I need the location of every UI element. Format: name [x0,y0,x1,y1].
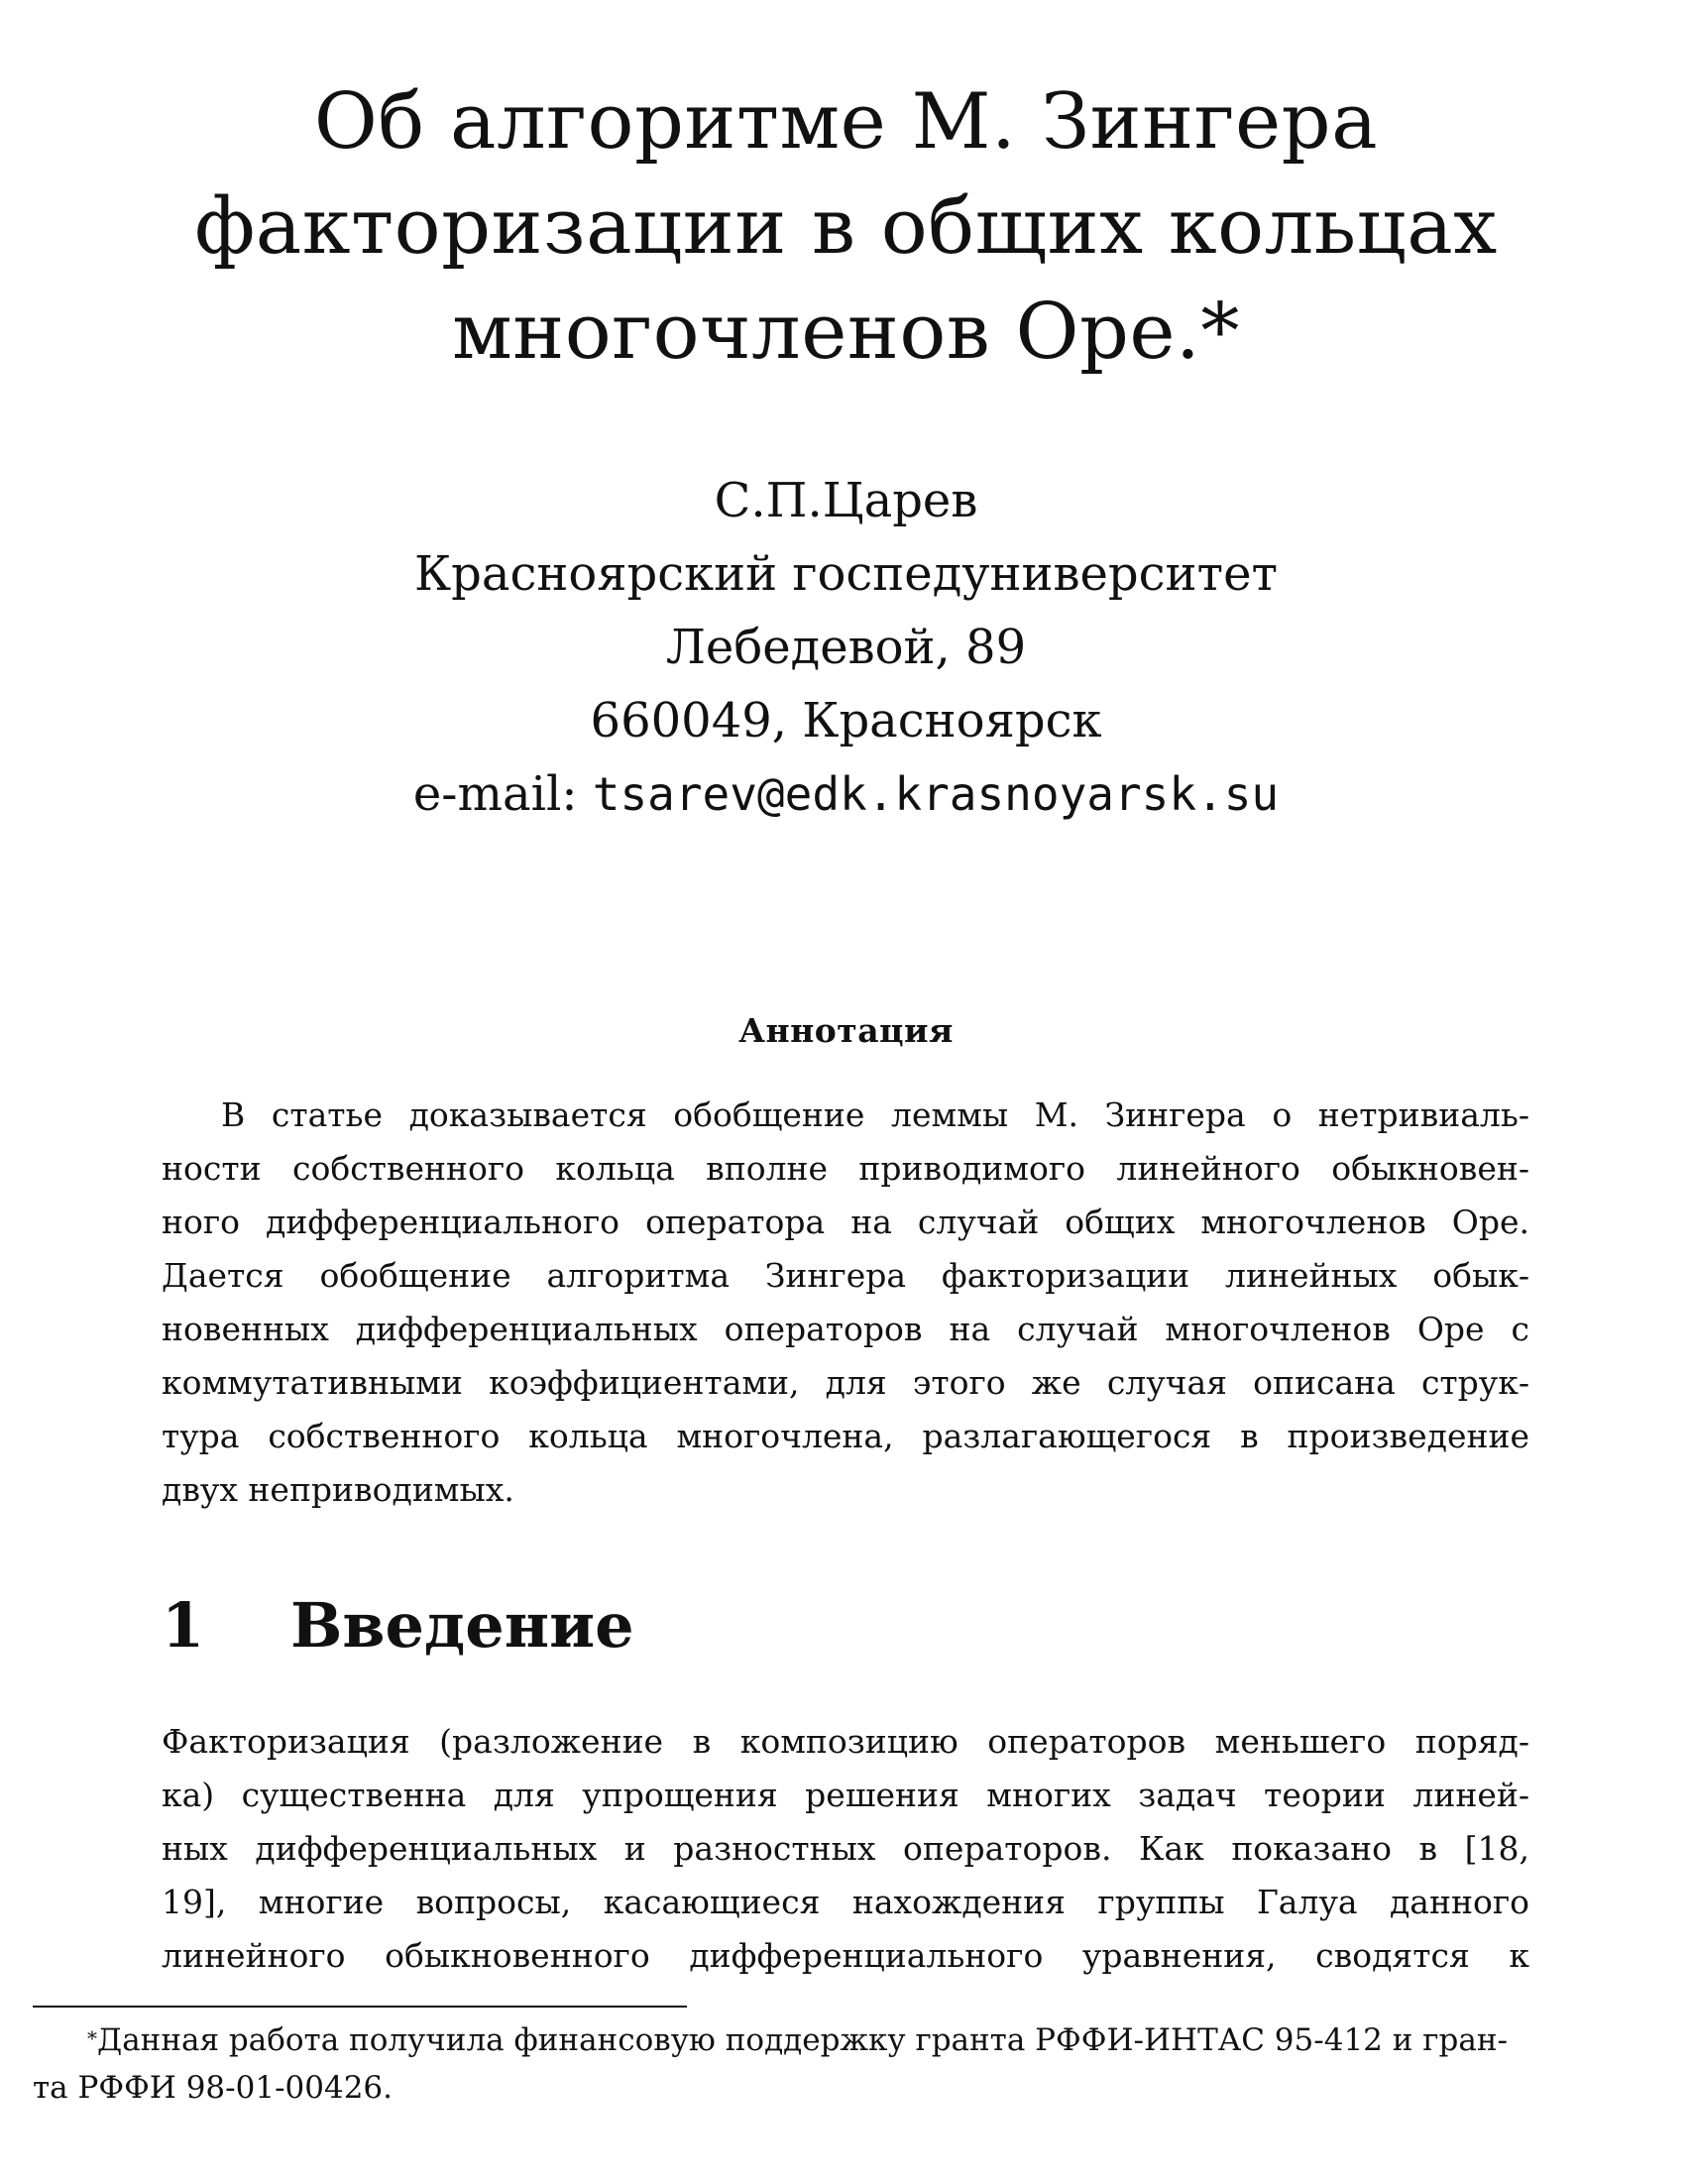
author-street: Лебедевой, 89 [665,620,1027,675]
abstract-line: новенных дифференциальных операторов на случай многочленов Оре с [162,1310,1529,1348]
section-title: Введение [290,1589,634,1662]
intro-line: ных дифференциальных и разностных операторов. Как показано в [18, [162,1829,1529,1868]
intro-line: линейного обыкновенного дифференциального уравнения, сводятся к [162,1936,1529,1975]
title-line-3: многочленов Оре.* [452,287,1240,377]
footnote-marker: * [87,2026,97,2050]
author-block [0,464,1692,831]
author-affiliation: Красноярский госпедуниверситет [413,546,1279,602]
email-address: tsarev@edk.krasnoyarsk.su [592,767,1280,821]
footnote-line-1 [33,2016,1658,2064]
intro-line: 19], многие вопросы, касающиеся нахождения группы Галуа данного [162,1883,1529,1921]
footnote-rule [33,2006,687,2008]
intro-body [162,1715,1529,1983]
abstract-line: двух неприводимых. [162,1470,514,1509]
paper-title [0,69,1692,385]
title-line-1: Об алгоритме М. Зингера [313,77,1379,167]
section-heading [162,1586,634,1666]
section-number: 1 [162,1589,205,1662]
email-label: e-mail: [412,766,593,822]
abstract-heading: Аннотация [738,1011,954,1050]
author-name: С.П.Царев [714,473,978,528]
author-city: 660049, Красноярск [590,693,1102,748]
abstract-line: ности собственного кольца вполне приводимого линейного обыкновен- [162,1149,1529,1188]
author-email-line [0,757,1692,831]
abstract-line: тура собственного кольца многочлена, разлагающегося в произведение [162,1417,1529,1455]
abstract-line: В статье доказывается обобщение леммы М. Зингера о нетривиаль- [221,1095,1529,1134]
footnote-text-1: Данная работа получила финансовую поддержку гранта РФФИ-ИНТАС 95-412 и гран- [97,2022,1508,2058]
intro-line: ка) существенна для упрощения решения многих задач теории линей- [162,1776,1529,1814]
intro-line: Факторизация (разложение в композицию операторов меньшего поряд- [162,1722,1529,1761]
abstract-body [162,1089,1529,1517]
title-line-2: факторизации в общих кольцах [194,182,1498,272]
footnote-line-2: та РФФИ 98-01-00426. [33,2070,394,2106]
abstract-line: коммутативными коэффициентами, для этого же случая описана струк- [162,1363,1529,1402]
footnote [33,2016,1658,2112]
abstract-line: ного дифференциального оператора на случай общих многочленов Оре. [162,1203,1529,1241]
abstract-line: Дается обобщение алгоритма Зингера факторизации линейных обык- [162,1256,1529,1295]
